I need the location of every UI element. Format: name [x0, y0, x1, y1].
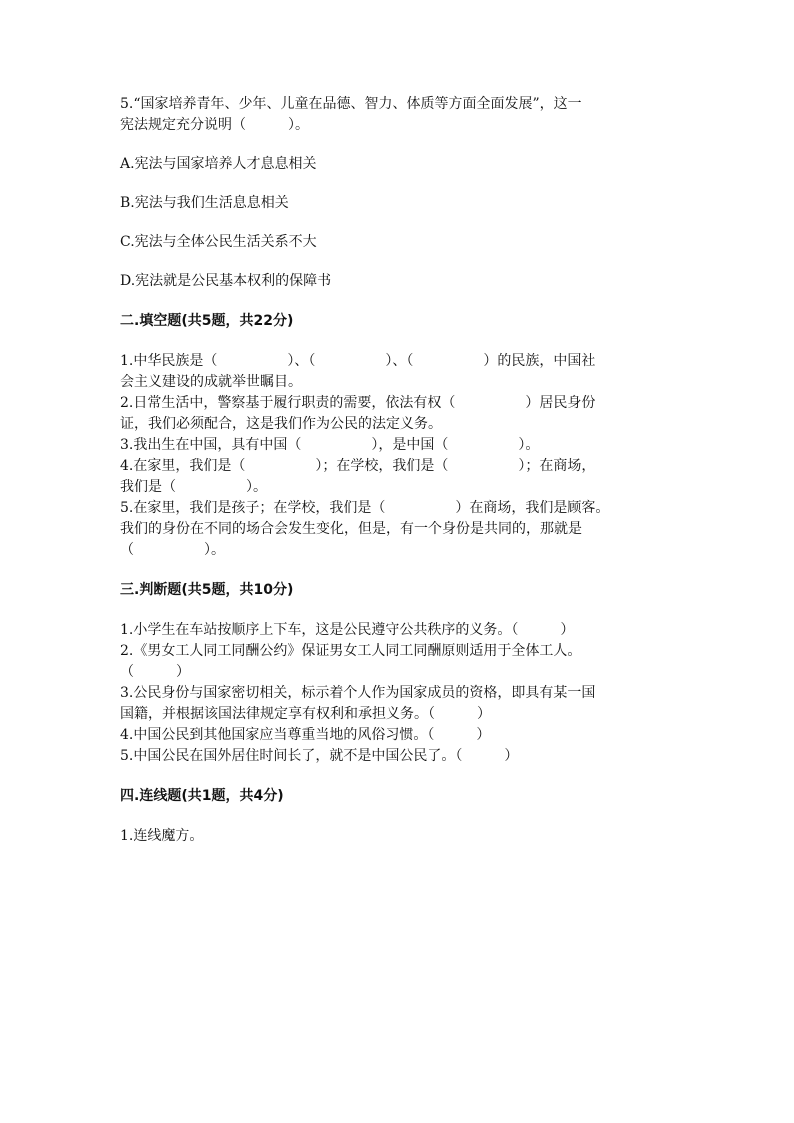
question-5 — [120, 94, 676, 292]
section-3-title: 三.判断题(共5题，共10分) — [120, 582, 294, 598]
option-c: C.宪法与全体公民生活关系不大 — [120, 234, 317, 250]
fill-blank-line: 我们是（ ）。 — [120, 479, 267, 495]
fill-blank-line: （ ）。 — [120, 542, 225, 558]
question-5-line-1: 5.“国家培养青年、少年、儿童在品德、智力、体质等方面全面发展”，这一 — [120, 96, 582, 112]
judge-line: 国籍，并根据该国法律规定享有权利和承担义务。（ ） — [120, 706, 491, 722]
exam-page — [120, 94, 676, 847]
judge-line: 3.公民身份与国家密切相关，标示着个人作为国家成员的资格，即具有某一国 — [120, 685, 596, 701]
section-2-body — [120, 351, 676, 561]
question-5-line-2: 宪法规定充分说明（ ）。 — [120, 117, 309, 133]
judge-line: （ ） — [120, 664, 190, 680]
section-4-title: 四.连线题(共1题，共4分) — [120, 788, 284, 804]
matching-line: 1.连线魔方。 — [120, 828, 204, 844]
judge-line: 2.《男女工人同工同酬公约》保证男女工人同工同酬原则适用于全体工人。 — [120, 643, 582, 659]
fill-blank-line: 5.在家里，我们是孩子；在学校，我们是（ ）在商场，我们是顾客。 — [120, 500, 610, 516]
fill-blank-line: 3.我出生在中国，具有中国（ ），是中国（ ）。 — [120, 437, 540, 453]
fill-blank-line: 2.日常生活中，警察基于履行职责的需要，依法有权（ ）居民身份 — [120, 395, 596, 411]
fill-blank-line: 1.中华民族是（ ）、（ ）、（ ）的民族，中国社 — [120, 353, 596, 369]
section-4-body — [120, 826, 676, 847]
fill-blank-line: 我们的身份在不同的场合会发生变化，但是，有一个身份是共同的，那就是 — [120, 521, 582, 537]
judge-line: 1.小学生在车站按顺序上下车，这是公民遵守公共秩序的义务。（ ） — [120, 622, 575, 638]
fill-blank-line: 4.在家里，我们是（ ）；在学校，我们是（ ）；在商场， — [120, 458, 596, 474]
option-b: B.宪法与我们生活息息相关 — [120, 195, 289, 211]
fill-blank-line: 证，我们必须配合，这是我们作为公民的法定义务。 — [120, 416, 442, 432]
option-a: A.宪法与国家培养人才息息相关 — [120, 156, 317, 172]
option-d: D.宪法就是公民基本权利的保障书 — [120, 273, 332, 289]
section-2-title: 二.填空题(共5题，共22分) — [120, 313, 294, 329]
section-3-body — [120, 620, 676, 767]
fill-blank-line: 会主义建设的成就举世瞩目。 — [120, 374, 302, 390]
judge-line: 4.中国公民到其他国家应当尊重当地的风俗习惯。（ ） — [120, 727, 491, 743]
judge-line: 5.中国公民在国外居住时间长了，就不是中国公民了。（ ） — [120, 748, 519, 764]
